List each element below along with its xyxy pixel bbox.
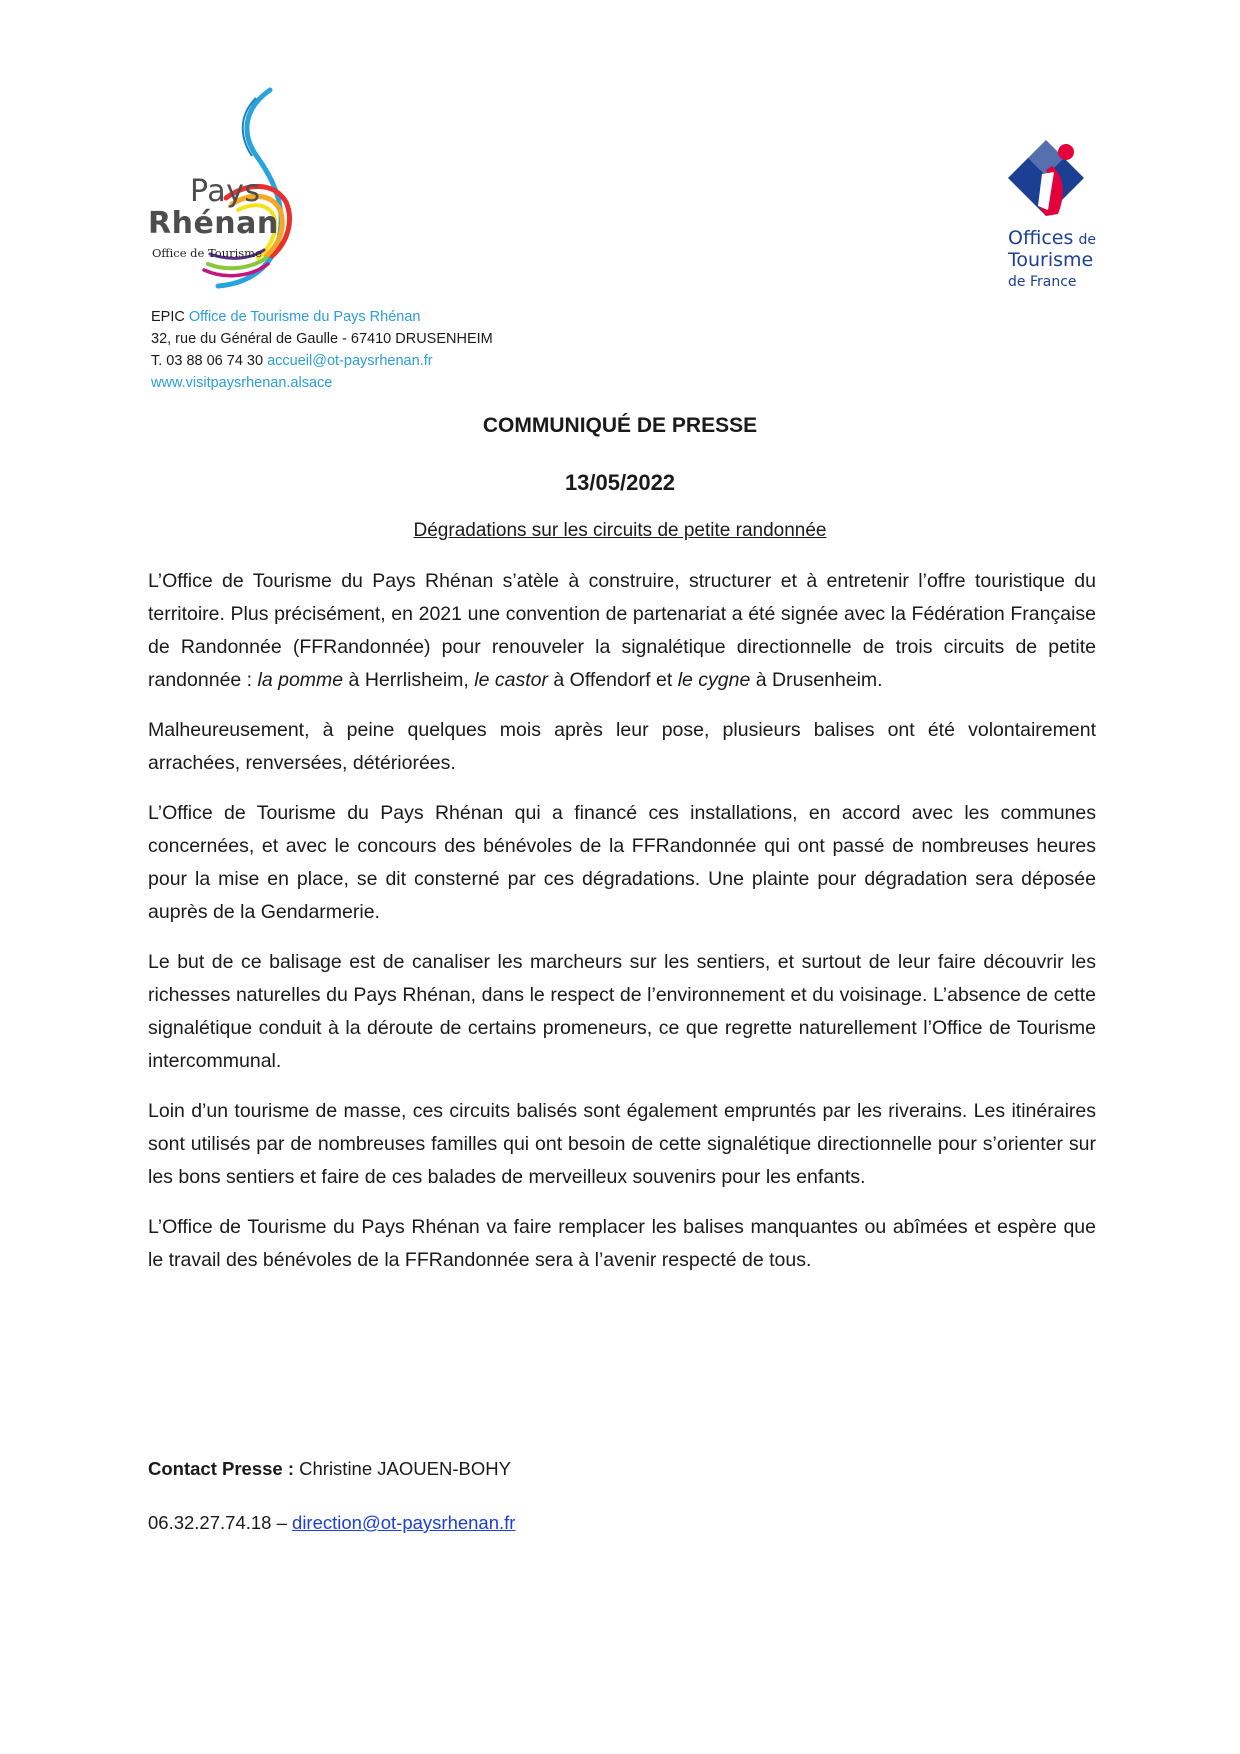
- address-street: 32, rue du Général de Gaulle - 67410 DRUSENHEIM: [151, 331, 493, 347]
- paragraph-5: Loin d’un tourisme de masse, ces circuits balisés sont également empruntés par les riverains. Les itinéraires sont utilisés par de nombreuses familles qui ont besoin de cette signalétique directionnelle pour s’orienter sur les bons sentiers et faire de ces balades de merveilleux souvenirs pour les enfants.: [148, 1100, 1096, 1188]
- paragraph-6: L’Office de Tourisme du Pays Rhénan va faire remplacer les balises manquantes ou abîmées et espère que le travail des bénévoles de la FFRandonnée sera à l’avenir respecté de tous.: [148, 1216, 1096, 1271]
- contact-phone: 06.32.27.74.18: [148, 1512, 272, 1533]
- otf-logo-text: Offices de Tourisme de France: [1008, 227, 1096, 290]
- paragraph-1: L’Office de Tourisme du Pays Rhénan s’atèle à construire, structurer et à entretenir l’offre touristique du territoire. Plus précisément, en 2021 une convention de partenariat a été signée avec la Fédération Française de Randonnée (FFRandonnée) pour renouveler la signalétique directionnelle de trois circuits de petite randonnée : la pomme à Herrlisheim, le castor à Offendorf et le cygne à Drusenheim.: [148, 570, 1096, 691]
- otf-diamond-icon: [1006, 136, 1096, 226]
- address-email[interactable]: accueil@ot-paysrhenan.fr: [267, 353, 433, 369]
- contact-presse: [148, 1458, 511, 1480]
- paragraph-2: Malheureusement, à peine quelques mois après leur pose, plusieurs balises ont été volontairement arrachées, renversées, détériorées.: [148, 719, 1096, 774]
- logo-rhenan-text: Rhénan: [148, 206, 279, 241]
- contact-name: Christine JAOUEN-BOHY: [299, 1458, 511, 1479]
- address-org-line: EPIC Office de Tourisme du Pays Rhénan: [151, 309, 421, 325]
- pays-rhenan-logo: [148, 86, 308, 298]
- org-name-link: Office de Tourisme du Pays Rhénan: [188, 309, 421, 325]
- address-website[interactable]: www.visitpaysrhenan.alsace: [151, 375, 333, 391]
- release-subtitle: Dégradations sur les circuits de petite randonnée: [413, 520, 827, 541]
- paragraph-3: L’Office de Tourisme du Pays Rhénan qui a financé ces installations, en accord avec les communes concernées, et avec le concours des bénévoles de la FFRandonnée qui ont passé de nombreuses heures pour la mise en place, se dit consterné par ces dégradations. Une plainte pour dégradation sera déposée auprès de la Gendarmerie.: [148, 802, 1096, 923]
- release-body: [148, 565, 1096, 1294]
- release-date: 13/05/2022: [564, 470, 676, 495]
- contact-details: 06.32.27.74.18 – direction@ot-paysrhenan.fr: [148, 1512, 516, 1533]
- logo-office-tourisme-text: Office de Tourisme: [152, 246, 262, 260]
- logo-pays-text: Pays: [190, 174, 261, 209]
- offices-de-tourisme-de-france-logo: [1004, 136, 1114, 296]
- contact-email-link[interactable]: direction@ot-paysrhenan.fr: [292, 1512, 516, 1533]
- contact-label: Contact Presse :: [148, 1458, 294, 1479]
- address-block: [151, 306, 493, 394]
- address-phone-line: T. 03 88 06 74 30 accueil@ot-paysrhenan.fr: [151, 353, 433, 369]
- paragraph-4: Le but de ce balisage est de canaliser les marcheurs sur les sentiers, et surtout de leur faire découvrir les richesses naturelles du Pays Rhénan, dans le respect de l’environnement et du voisinage. L’absence de cette signalétique conduit à la déroute de certains promeneurs, ce que regrette naturellement l’Office de Tourisme intercommunal.: [148, 951, 1096, 1072]
- page-title: COMMUNIQUÉ DE PRESSE: [482, 414, 758, 437]
